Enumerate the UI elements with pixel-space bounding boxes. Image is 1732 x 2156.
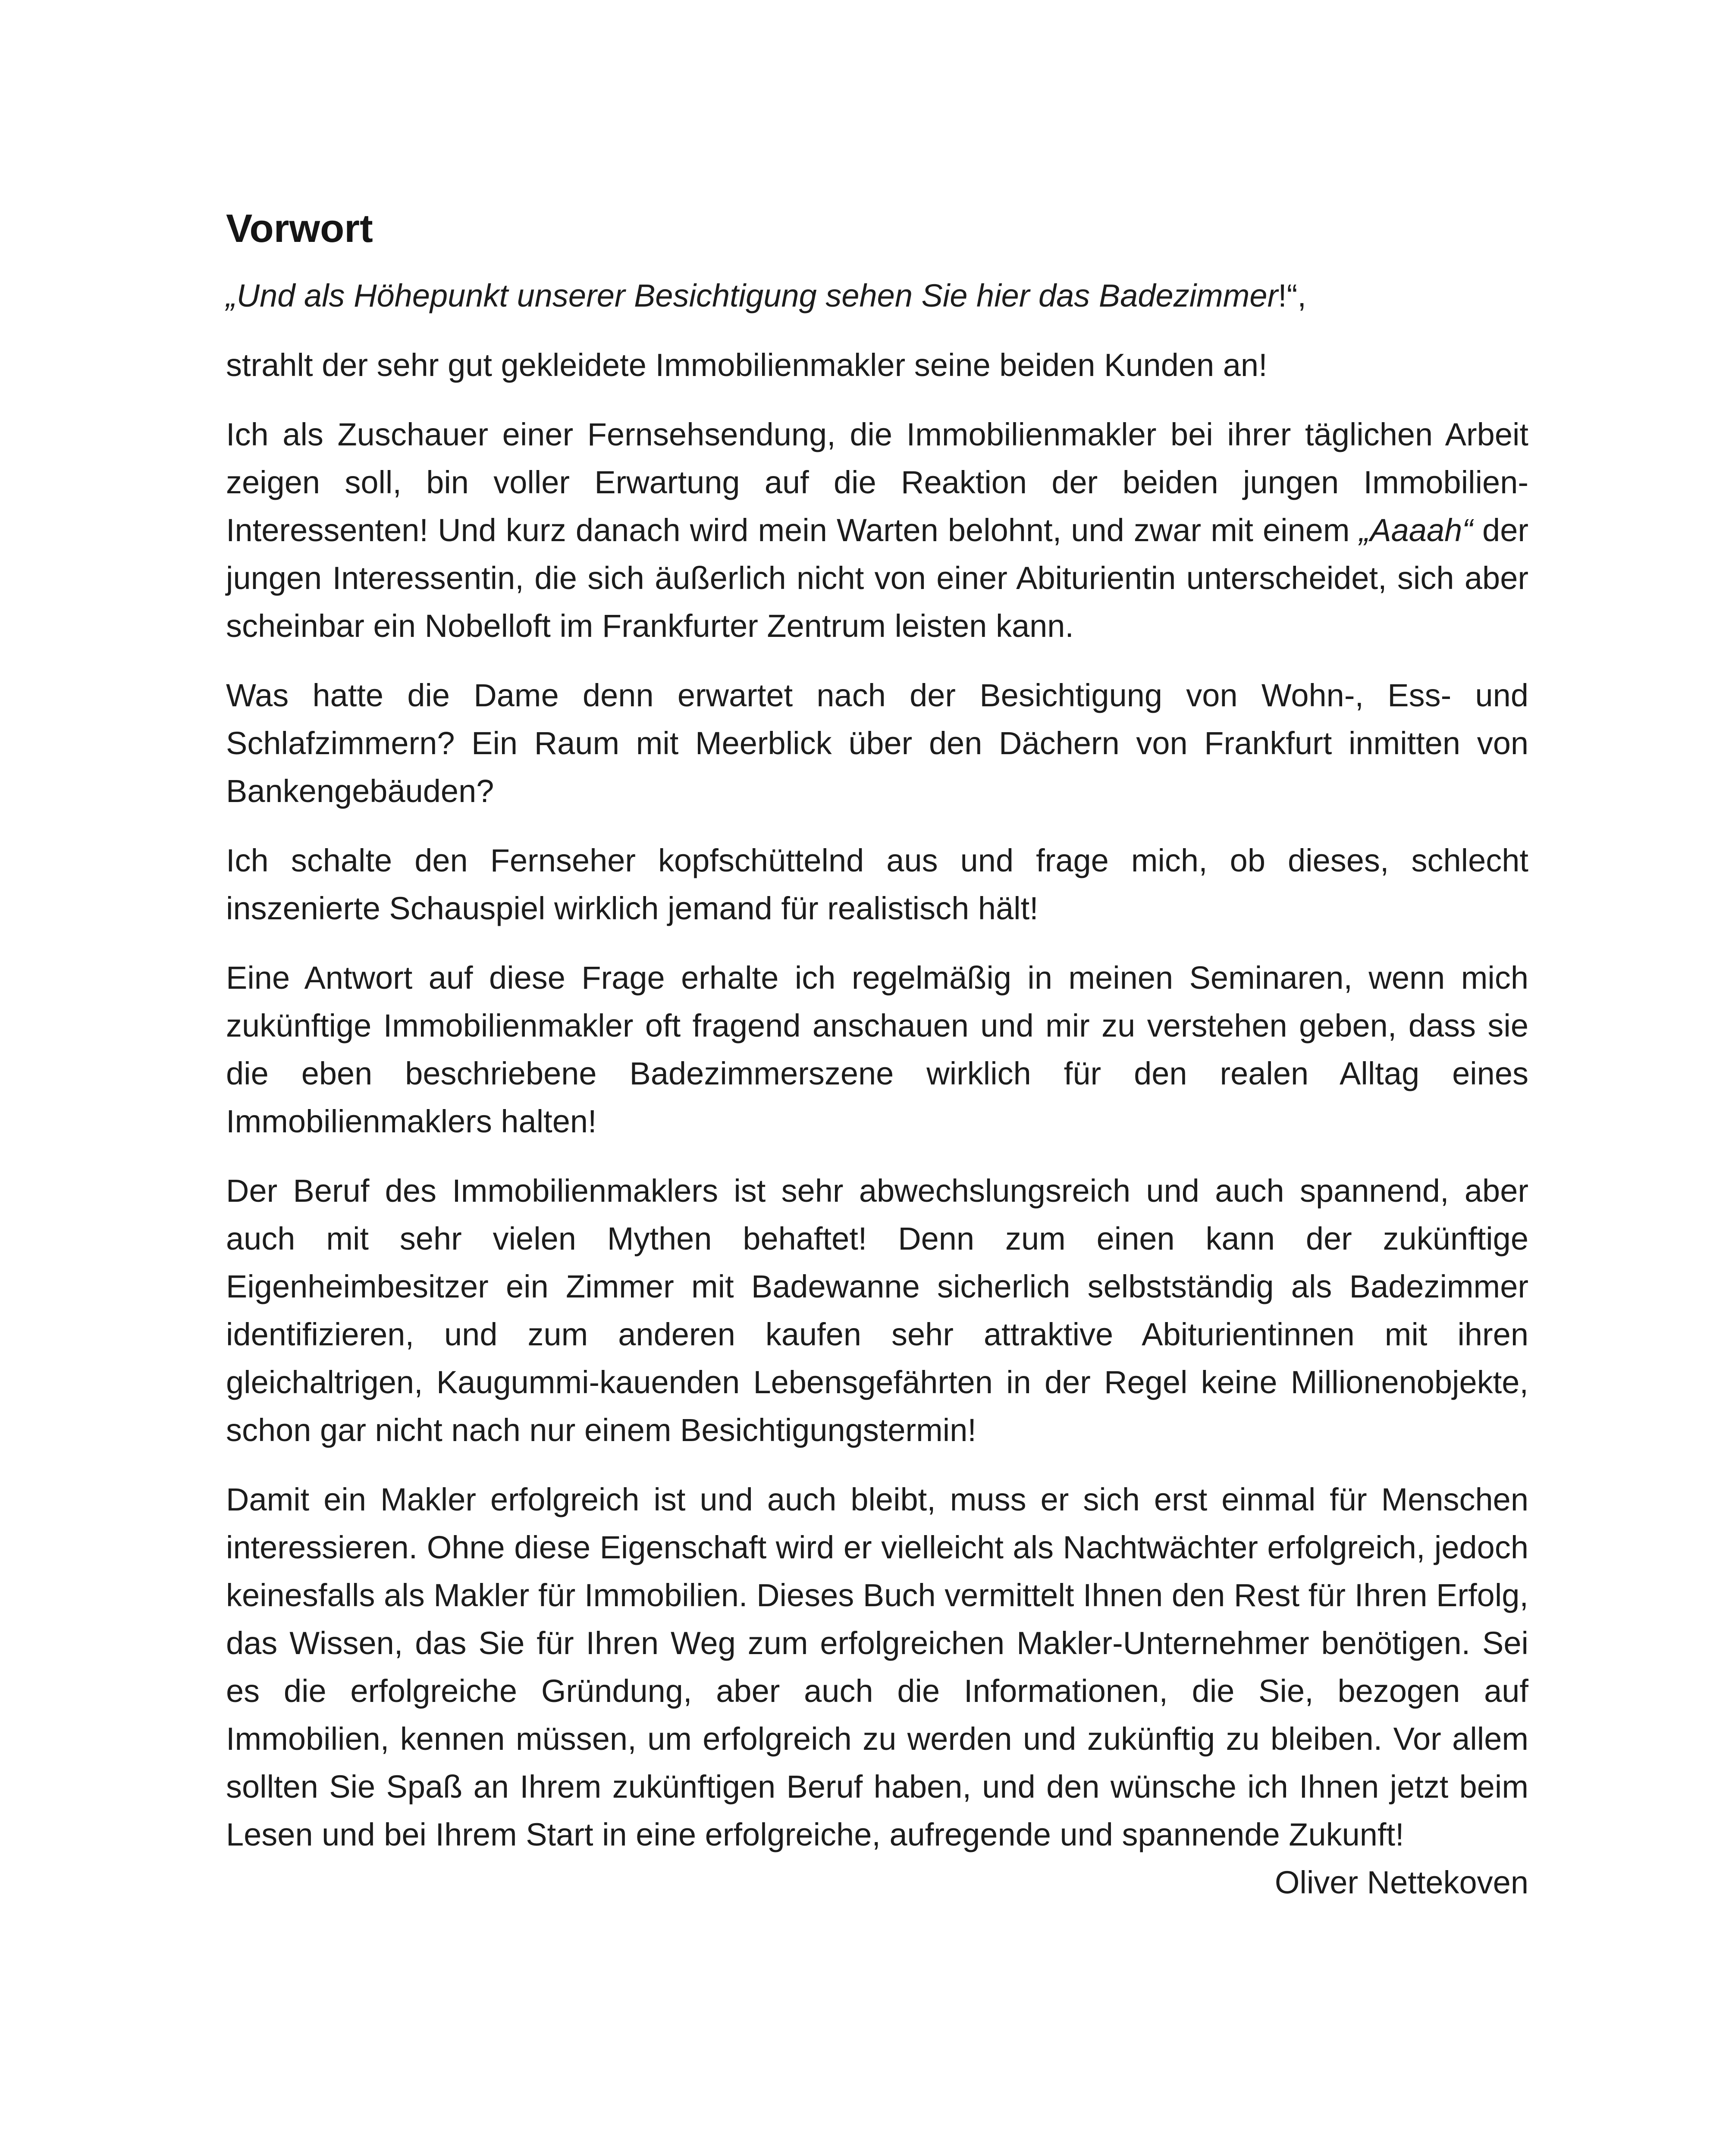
paragraph-fernseher: Ich schalte den Fernseher kopfschüttelnd aus und frage mich, ob dieses, schlecht inszenierte Schauspiel wirklich jemand für realistisch hält!: [226, 843, 1528, 926]
damit-text: Damit ein Makler erfolgreich ist und auch bleibt, muss er sich erst einmal für Menschen interessieren. Ohne diese Eigenschaft wird er vielleicht als Nachtwächter erfolgreich, jedoch keinesfalls als Makler für Immobilien. Dieses Buch vermittelt Ihnen den Rest für Ihren Erfolg, das Wissen, das Sie für Ihren Weg zum erfolgreichen Makler-Unternehmer benötigen. Sei es die erfolgreiche Gründung, aber auch die Informationen, die Sie, bezogen auf Immobilien, kennen müssen, um erfolgreich zu werden und zukünftig zu bleiben. Vor allem sollten Sie Spaß an Ihrem zukünftigen Beruf haben, und den wünsche ich Ihnen jetzt beim Lesen und bei Ihrem Start in eine erfolgreiche, aufregende und spannende Zukunft!: [226, 1482, 1528, 1852]
document-page: [226, 203, 1528, 1928]
zuschauer-text-after: der jungen Interessentin, die sich äußerlich nicht von einer Abiturientin unterscheidet, sich aber scheinbar ein Nobelloft im Frankfurter Zentrum leisten kann.: [226, 512, 1528, 644]
page-title: Vorwort: [226, 207, 373, 251]
paragraph-strahlt: strahlt der sehr gut gekleidete Immobilienmakler seine beiden Kunden an!: [226, 347, 1268, 383]
quote-italic: „Und als Höhepunkt unserer Besichtigung sehen Sie hier das Badezimmer: [226, 278, 1278, 313]
quote-tail: !“,: [1278, 278, 1306, 313]
paragraph-dame: Was hatte die Dame denn erwartet nach der Besichtigung von Wohn-, Ess- und Schlafzimmern? Ein Raum mit Meerblick über den Dächern von Frankfurt inmitten von Bankengebäuden?: [226, 677, 1528, 809]
paragraph-damit: [226, 1476, 1528, 1906]
author-signature: Oliver Nettekoven: [1274, 1865, 1528, 1900]
zuschauer-italic: „Aaaah“: [1359, 512, 1473, 548]
zuschauer-text-before: Ich als Zuschauer einer Fernsehsendung, die Immobilienmakler bei ihrer täglichen Arbeit zeigen soll, bin voller Erwartung auf die Reaktion der beiden jungen Immobilien-Interessenten! Und kurz danach wird mein Warten belohnt, und zwar mit einem: [226, 417, 1528, 548]
opening-quote: [226, 272, 1528, 320]
paragraph-beruf: Der Beruf des Immobilienmaklers ist sehr abwechslungsreich und auch spannend, aber auch mit sehr vielen Mythen behaftet! Denn zum einen kann der zukünftige Eigenheimbesitzer ein Zimmer mit Badewanne sicherlich selbstständig als Badezimmer identifizieren, und zum anderen kaufen sehr attraktive Abiturientinnen mit ihren gleichaltrigen, Kaugummi-kauenden Lebensgefährten in der Regel keine Millionenobjekte, schon gar nicht nach nur einem Besichtigungstermin!: [226, 1173, 1528, 1448]
paragraph-zuschauer: [226, 411, 1528, 650]
paragraph-antwort: Eine Antwort auf diese Frage erhalte ich regelmäßig in meinen Seminaren, wenn mich zukünftige Immobilienmakler oft fragend anschauen und mir zu verstehen geben, dass sie die eben beschriebene Badezimmerszene wirklich für den realen Alltag eines Immobilienmaklers halten!: [226, 960, 1528, 1139]
